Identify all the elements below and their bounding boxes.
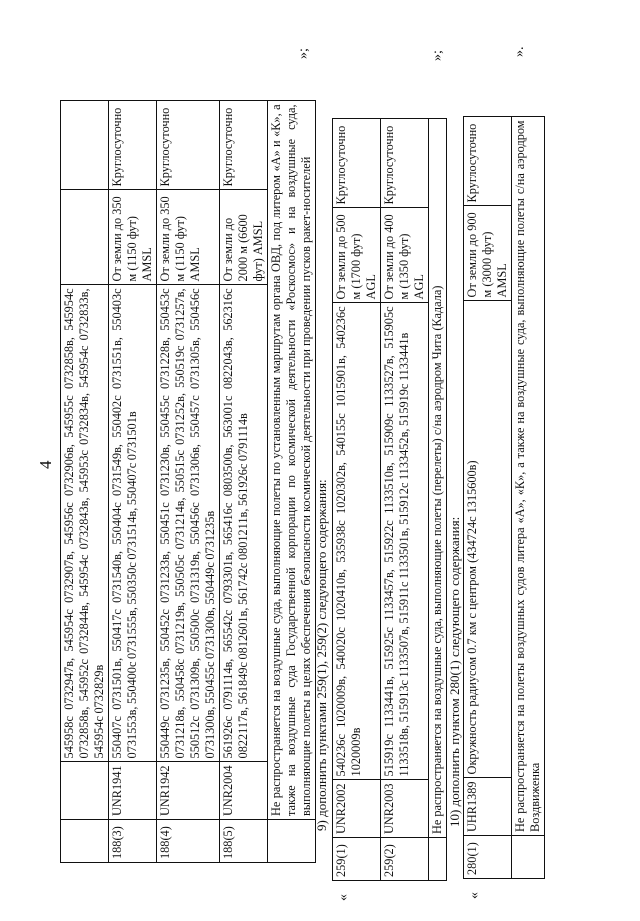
time-cell: Круглосуточно [157, 101, 220, 190]
restricted-zones-table-continued [60, 100, 316, 863]
zone-code-cell [61, 762, 109, 820]
coordinates-cell: Окружность радиусом 0.7 км с центром (434724с 1315600в) [464, 301, 512, 778]
coordinates-cell: 540236с 1020009в, 540020с 1020410в, 535938с 1020302в, 540155с 1015901в, 540236с 1020009в [333, 303, 381, 780]
altitude-cell: От земли до 900 м (3000 фут) AMSL [464, 206, 512, 301]
exemption-note: Не распространяется на воздушные суда, выполняющие полеты по установленным маршрутам органа ОВД, под литером «А» и «К», а также на воздушные суда Государственной корпорации по космической деятельности «Роскосмос» и на воздушные суда, выполняющие полеты в целях обеспечения безопасности космической деятельности при проведении пусков ракет-носителей [268, 101, 316, 820]
empty-cell [512, 836, 545, 879]
table-row [61, 101, 109, 863]
exemption-note: Не распространяется на воздушные суда, выполняющие полеты (перелеты) с/на аэродром Чита (Кадала) [429, 119, 447, 838]
time-cell: Круглосуточно [333, 119, 381, 208]
item-number-cell: 188(3) [109, 820, 157, 863]
page-number: 4 [36, 460, 55, 469]
altitude-cell: От земли до 2000 м (6600 фут) AMSL [220, 190, 268, 285]
zone-code-cell: UNR2004 [220, 762, 268, 820]
zone-code-cell: UNR2002 [333, 780, 381, 838]
altitude-cell: От земли до 350 м (1150 фут) AMSL [109, 190, 157, 285]
amendment-9-text: 9) дополнить пунктами 259(1), 259(2) следующего содержания: [314, 479, 329, 831]
table-row [464, 117, 512, 879]
altitude-cell: От земли до 500 м (1700 фут) AGL [333, 208, 381, 303]
zones-280-table [463, 116, 545, 879]
closing-quote: ». [512, 46, 527, 57]
table-row [381, 119, 429, 881]
item-number-cell [61, 820, 109, 863]
time-cell [61, 101, 109, 190]
table-row [268, 101, 316, 863]
zones-259-table [332, 118, 447, 881]
time-cell: Круглосуточно [464, 117, 512, 206]
zone-code-cell: UHR1389 [464, 778, 512, 836]
empty-cell [429, 838, 447, 881]
item-number-cell: 259(2) [381, 838, 429, 881]
item-number-cell: 188(4) [157, 820, 220, 863]
time-cell: Круглосуточно [220, 101, 268, 190]
closing-quote: »; [296, 48, 311, 59]
coordinates-cell: 550407с 0731501в, 550417с 0731540в, 550404с 0731549в, 550402с 0731551в, 550403с 0731553в, 550400с 0731555в, 550350с 0731514в, 550407с 0731501в [109, 285, 157, 762]
table-row [157, 101, 220, 863]
time-cell: Круглосуточно [109, 101, 157, 190]
altitude-cell: От земли до 400 м (1350 фут) AGL [381, 208, 429, 303]
coordinates-cell: 515919с 1133441в, 515925с 1133457в, 515922с 1133510в, 515909с 1133527в, 515905с 1133518в, 515913с 1133507в, 515911с 1133501в, 515912с 1133452в, 515919с 1133441в [381, 303, 429, 780]
coordinates-cell: 550449с 0731235в, 550452с 0731233в, 550451с 0731230в, 550455с 0731228в, 550453с 0731218в, 550458с 0731219в, 550505с 0731214в, 550515с 0731252в, 550519с 0731257в, 550512с 0731309в, 550500с 0731319в, 550456с 0731306в, 550457с 0731305в, 550456с 0731300в, 550455с 0731300в, 550449с 0731235в [157, 285, 220, 762]
item-number-cell: 280(1) [464, 836, 512, 879]
zone-code-cell: UNR2003 [381, 780, 429, 838]
table-row [429, 119, 447, 881]
amendment-10-text: 10) дополнить пунктом 280(1) следующего содержания: [447, 516, 462, 827]
item-number-cell: 259(1) [333, 838, 381, 881]
exemption-note: Не распространяется на полеты воздушных судов литера «А», «К», а также на воздушные суда, выполняющие полеты с/на аэродром Воздвиженка [512, 117, 545, 836]
table-row [220, 101, 268, 863]
zone-code-cell: UNR1941 [109, 762, 157, 820]
empty-cell [268, 820, 316, 863]
time-cell: Круглосуточно [381, 119, 429, 208]
coordinates-cell: 545958с 0732947в, 545954с 0732907в, 545956с 0732906в, 545955с 0732858в, 545954с 0732858в, 545952с 0732844в, 545954с 0732843в, 545953с 0732834в, 545954с 0732833в, 545954с 0732829в [61, 285, 109, 762]
table-row [109, 101, 157, 863]
table-row [512, 117, 545, 879]
altitude-cell: От земли до 350 м (1150 фут) AMSL [157, 190, 220, 285]
opening-quote: « [467, 892, 482, 899]
altitude-cell [61, 190, 109, 285]
zone-code-cell: UNR1942 [157, 762, 220, 820]
table-row [333, 119, 381, 881]
opening-quote: « [336, 894, 351, 901]
closing-quote: »; [430, 50, 445, 61]
coordinates-cell: 561926с 0791114в, 565542с 0793301в, 565416с 0803500в, 563001с 0822043в, 562316с 0822117в, 561849с 0812601в, 561742с 0801211в, 561926с 0791114в [220, 285, 268, 762]
item-number-cell: 188(5) [220, 820, 268, 863]
